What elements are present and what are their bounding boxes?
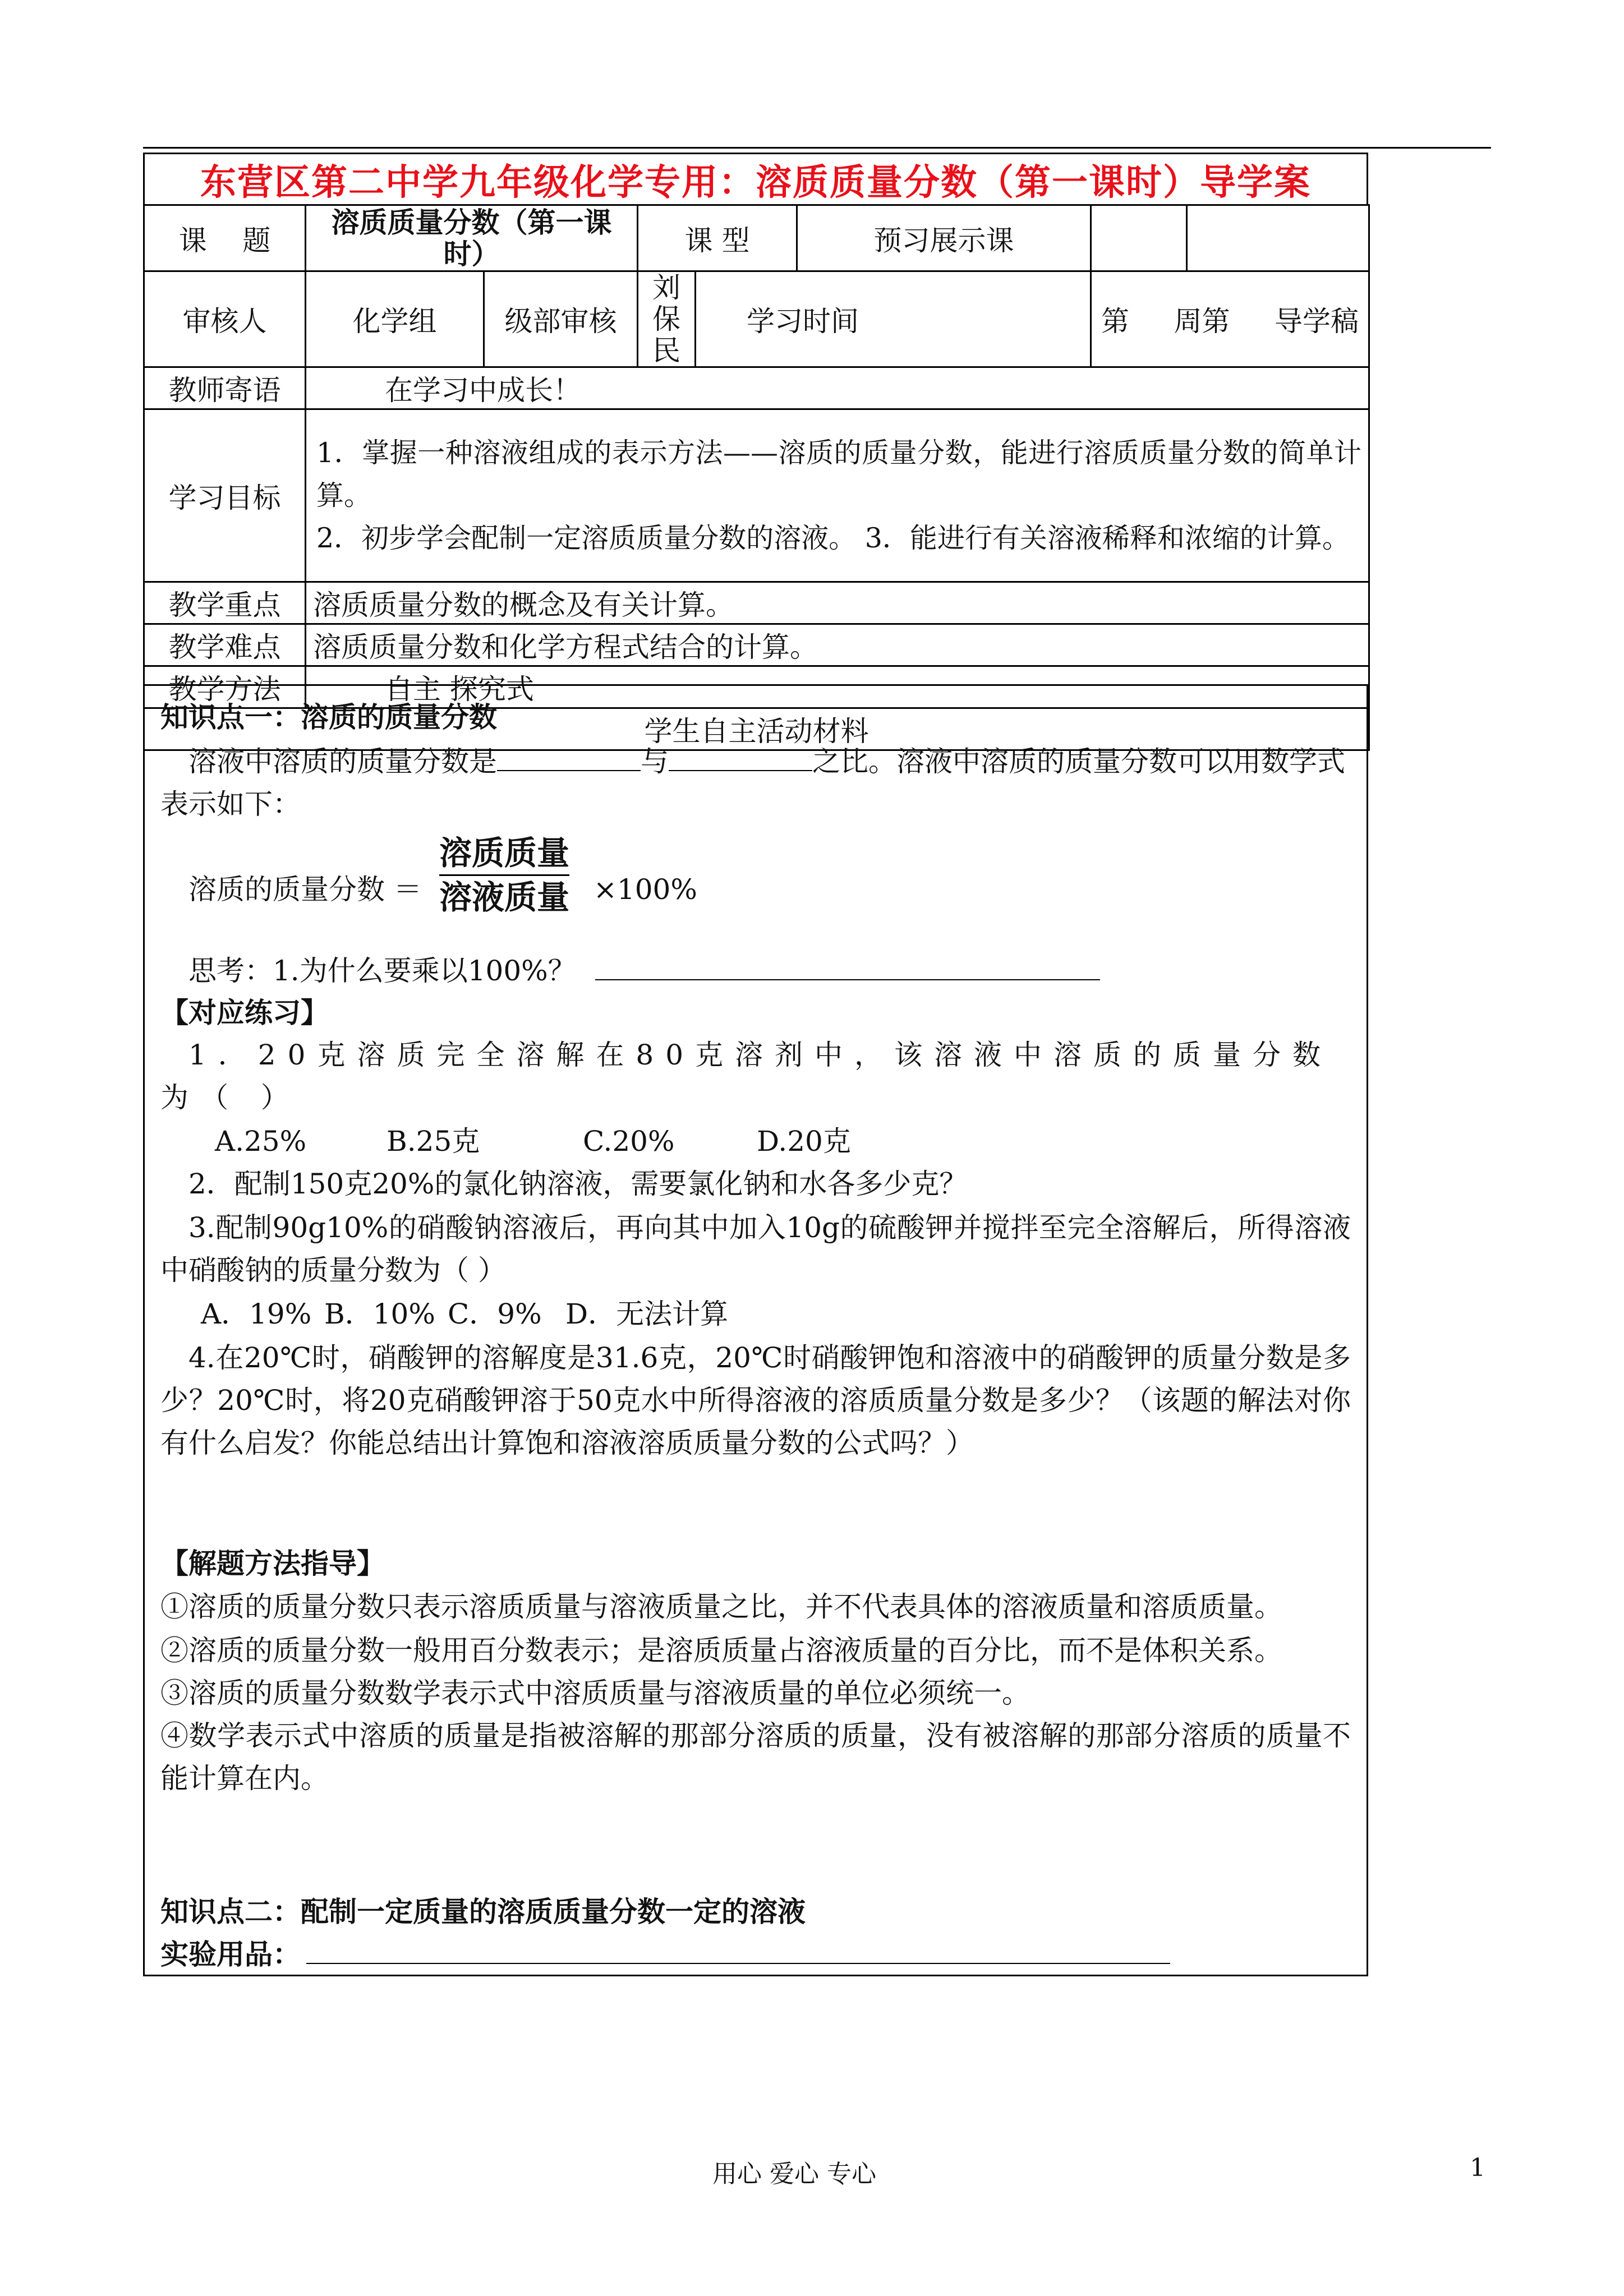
topic-value: 溶质质量分数（第一课时） — [306, 205, 638, 271]
kp1-intro-c: 之比。溶液中溶质的质量分数可以用数学式表示如下： — [160, 745, 1345, 820]
question-2: 2．配制150克20%的氯化钠溶液，需要氯化钠和水各多少克？ — [188, 1168, 968, 1200]
info-row-difficulty — [144, 624, 1369, 666]
goals-label: 学习目标 — [144, 409, 306, 582]
study-time-label: 学习时间 — [696, 271, 1091, 367]
answer-blank[interactable] — [497, 743, 641, 771]
kp1-intro — [160, 740, 1351, 826]
question-3: 3.配制90g10%的硝酸钠溶液后，再向其中加入10g的硫酸钾并搅拌至完全溶解后，所得溶液中硝酸钠的质量分数为（ ） — [160, 1211, 1351, 1287]
option-d: D．无法计算 — [565, 1298, 729, 1330]
formula-fraction — [439, 832, 569, 919]
option-d: D.20克 — [757, 1125, 851, 1158]
goals-value — [306, 409, 1369, 582]
document-title: 东营区第二中学九年级化学专用：溶质质量分数（第一课时）导学案 — [143, 153, 1368, 204]
think-text: 思考：1.为什么要乘以100%？ — [188, 955, 576, 987]
method-tip-3: ③溶质的质量分数数学表示式中溶质质量与溶液质量的单位必须统一。 — [160, 1677, 1030, 1709]
info-row-message — [144, 367, 1369, 409]
method-tip-1: ①溶质的质量分数只表示溶质质量与溶液质量之比，并不代表具体的溶液质量和溶质质量。 — [160, 1590, 1282, 1623]
method-tip-2: ②溶质的质量分数一般用百分数表示；是溶质质量占溶液质量的百分比，而不是体积关系。 — [160, 1634, 1282, 1667]
info-row-goals — [144, 409, 1369, 582]
answer-blank[interactable] — [306, 1936, 1170, 1964]
option-b: B．10% — [324, 1298, 435, 1330]
info-row-topic — [144, 205, 1369, 271]
answer-blank[interactable] — [669, 743, 812, 771]
method-tip-4: ④数学表示式中溶质的质量是指被溶解的那部分溶质的质量，没有被溶解的那部分溶质的质量不能计算在内。 — [160, 1719, 1351, 1795]
header-rule — [143, 147, 1491, 149]
footer-slogan: 用心 爱心 专心 — [712, 2160, 876, 2188]
info-row-review — [144, 271, 1369, 367]
lesson-info-table — [143, 204, 1370, 751]
type-label: 课 型 — [638, 205, 797, 271]
question-3-options — [201, 1293, 1351, 1335]
option-a: A.25% — [215, 1125, 307, 1158]
method-value: 自主 探究式 — [306, 666, 1369, 708]
formula-multiplier: ×100% — [594, 873, 697, 906]
kp1-heading: 知识点一：溶质的质量分数 — [160, 700, 497, 734]
info-row-key — [144, 582, 1369, 624]
type-value: 预习展示课 — [797, 205, 1091, 271]
difficulty-label: 教学难点 — [144, 624, 306, 666]
option-c: C．9% — [448, 1298, 542, 1330]
option-a: A．19% — [201, 1298, 312, 1330]
materials-header: 学生自主活动材料 — [144, 708, 1369, 750]
goal-2-3: 2．初步学会配制一定溶质质量分数的溶液。 3．能进行有关溶液稀释和浓缩的计算。 — [316, 522, 1350, 554]
method-label: 教学方法 — [144, 666, 306, 708]
option-b: B.25克 — [387, 1125, 480, 1158]
key-points-label: 教学重点 — [144, 582, 306, 624]
study-time-value: 第 周第 导学稿 — [1091, 271, 1369, 367]
kp1-intro-a: 溶液中溶质的质量分数是 — [188, 745, 497, 778]
page-number: 1 — [1470, 2154, 1485, 2182]
kp2-heading: 知识点二：配制一定质量的溶质质量分数一定的溶液 — [160, 1895, 806, 1928]
empty-cell — [1187, 205, 1369, 271]
question-1-options — [215, 1120, 1351, 1163]
option-c: C.20% — [583, 1125, 675, 1158]
question-4: 4.在20℃时，硝酸钾的溶解度是31.6克，20℃时硝酸钾饱和溶液中的硝酸钾的质量分数是多少？20℃时，将20克硝酸钾溶于50克水中所得溶液的溶质质量分数是多少？（该题的解法对你有什么启发？你能总结出计算饱和溶液溶质质量分数的公式吗？） — [160, 1341, 1351, 1459]
question-1: 1．20克溶质完全溶解在80克溶剂中，该溶液中溶质的质量分数为（ ） — [160, 1039, 1333, 1114]
key-points-value: 溶质质量分数的概念及有关计算。 — [306, 582, 1369, 624]
kp1-intro-b: 与 — [641, 745, 669, 778]
think-question — [188, 949, 1351, 992]
answer-blank[interactable] — [595, 952, 1100, 980]
method-guide-heading: 【解题方法指导】 — [160, 1547, 385, 1580]
formula-numerator: 溶质质量 — [439, 834, 570, 872]
reviewer-label: 审核人 — [144, 271, 306, 367]
student-materials-section — [143, 684, 1368, 1976]
teacher-message-label: 教师寄语 — [144, 367, 306, 409]
teacher-message-value: 在学习中成长！ — [306, 367, 1369, 409]
formula-denominator: 溶液质量 — [439, 878, 570, 916]
dept-review-value: 刘保民 — [638, 271, 696, 367]
topic-label: 课 题 — [144, 205, 306, 271]
formula-lhs: 溶质的质量分数 ＝ — [188, 873, 422, 906]
practice-heading: 【对应练习】 — [160, 996, 329, 1029]
equipment-label: 实验用品： — [160, 1938, 301, 1971]
equipment-line — [160, 1933, 1351, 1976]
goal-1: 1．掌握一种溶液组成的表示方法——溶质的质量分数，能进行溶质质量分数的简单计算。 — [316, 436, 1361, 511]
dept-review-label: 级部审核 — [484, 271, 638, 367]
reviewer-value: 化学组 — [306, 271, 484, 367]
difficulty-value: 溶质质量分数和化学方程式结合的计算。 — [306, 624, 1369, 666]
empty-cell — [1091, 205, 1187, 271]
